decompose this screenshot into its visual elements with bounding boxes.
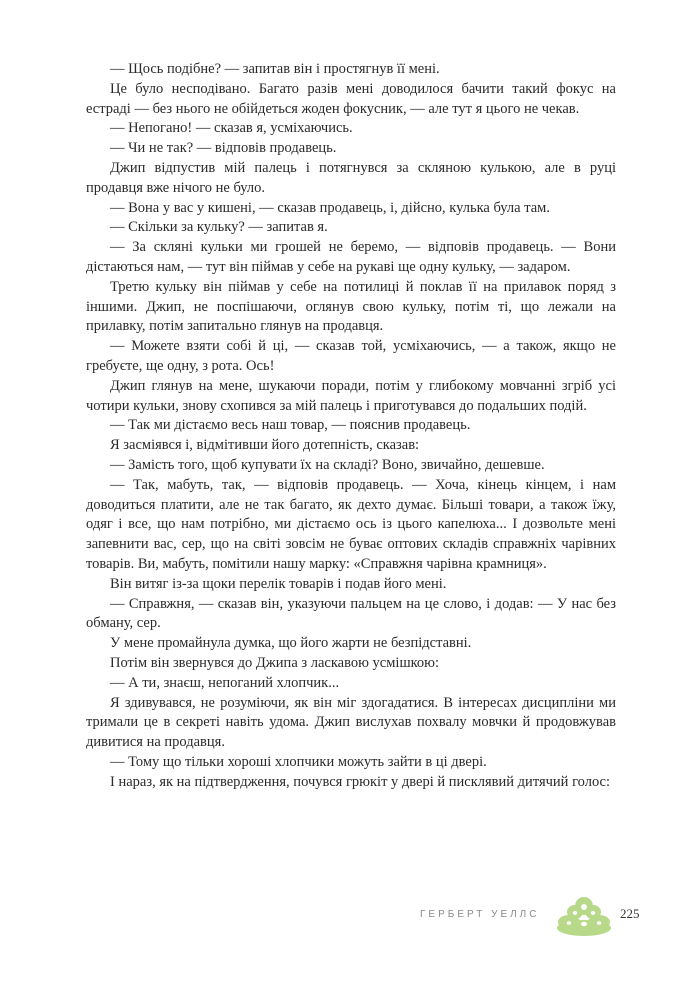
- paragraph-14: — Замість того, щоб купувати їх на складі? Воно, звичайно, дешевше.: [110, 456, 545, 473]
- green-blossom-emblem-icon: [555, 894, 613, 938]
- paragraph-5: Джип відпустив мій палець і потягнувся за скляною кулькою, але в руці продавця вже нічого не було.: [86, 159, 616, 196]
- paragraph-16: Він витяг із-за щоки перелік товарів і подав його мені.: [110, 575, 447, 592]
- paragraph-20: — А ти, знаєш, непоганий хлопчик...: [110, 674, 340, 691]
- paragraph-11: Джип глянув на мене, шукаючи поради, потім у глибокому мовчанні згріб усі чотири кульки, знову схопився за мій палець і приготувався до подальших подій.: [86, 377, 616, 414]
- paragraph-9: Третю кульку він піймав у себе на потилиці й поклав її на прилавок поряд з іншими. Джип, не поспішаючи, оглянув свою кульку, потім ті, що лежали на прилавку, потім запитально глянув на продавця.: [86, 278, 616, 335]
- paragraph-17: — Справжня, — сказав він, указуючи пальцем на це слово, і додав: — У нас без обману, сер.: [86, 595, 616, 632]
- paragraph-21: Я здивувався, не розуміючи, як він міг здогадатися. В інтересах дисципліни ми тримали це в секреті навіть удома. Джип вислухав похвалу мовчки й продовжував дивитися на продавця.: [86, 694, 616, 751]
- paragraph-18: У мене промайнула думка, що його жарти не безпідставні.: [110, 635, 472, 652]
- paragraph-8: — За скляні кульки ми грошей не беремо, — відповів продавець. — Вони дістаються нам, — тут він піймав у себе на рукаві ще одну кульку, — задаром.: [86, 239, 616, 275]
- paragraph-13: Я засміявся і, відмітивши його дотепність, сказав:: [110, 437, 420, 454]
- page-number: 225: [620, 906, 640, 921]
- paragraph-3: — Непогано! — сказав я, усміхаючись.: [110, 120, 353, 137]
- paragraph-23: І нараз, як на підтвердження, почувся грюкіт у двері й писклявий дитячий голос:: [110, 773, 611, 790]
- paragraph-1: — Щось подібне? — запитав він і простягнув її мені.: [110, 61, 440, 77]
- paragraph-10: — Можете взяти собі й ці, — сказав той, усміхаючись, — а також, якщо не гребуєте, ще одну, з рота. Ось!: [86, 338, 616, 374]
- paragraph-15: — Так, мабуть, так, — відповів продавець. — Хоча, кінець кінцем, і нам доводиться платити, але не так багато, як дехто думає. Більші товари, а також їжу, одяг і все, що нам потрібно, ми дістаємо ось із цього капелюха... І дозвольте мені запевнити вас, сер, що на світі зовсім не буває оптових складів справжніх чарівних товарів. Ви, мабуть, помітили нашу марку: «Справжня чарівна крамниця».: [86, 476, 616, 572]
- paragraph-19: Потім він звернувся до Джипа з ласкавою усмішкою:: [110, 654, 440, 671]
- page-footer: [0, 898, 700, 948]
- paragraph-22: — Тому що тільки хороші хлопчики можуть зайти в ці двері.: [110, 753, 487, 770]
- paragraph-7: — Скільки за кульку? — запитав я.: [110, 219, 328, 236]
- paragraph-4: — Чи не так? — відповів продавець.: [110, 140, 337, 157]
- paragraph-12: — Так ми дістаємо весь наш товар, — пояснив продавець.: [110, 417, 471, 434]
- paragraph-6: — Вона у вас у кишені, — сказав продавець, і, дійсно, кулька була там.: [110, 199, 550, 216]
- running-author: ГЕРБЕРТ УЕЛЛС: [420, 909, 540, 920]
- paragraph-2: Це було несподівано. Багато разів мені доводилося бачити такий фокус на естраді — без нього не обійдеться жоден фокусник, — але тут я цього не чекав.: [86, 80, 616, 117]
- page-text: [86, 60, 616, 792]
